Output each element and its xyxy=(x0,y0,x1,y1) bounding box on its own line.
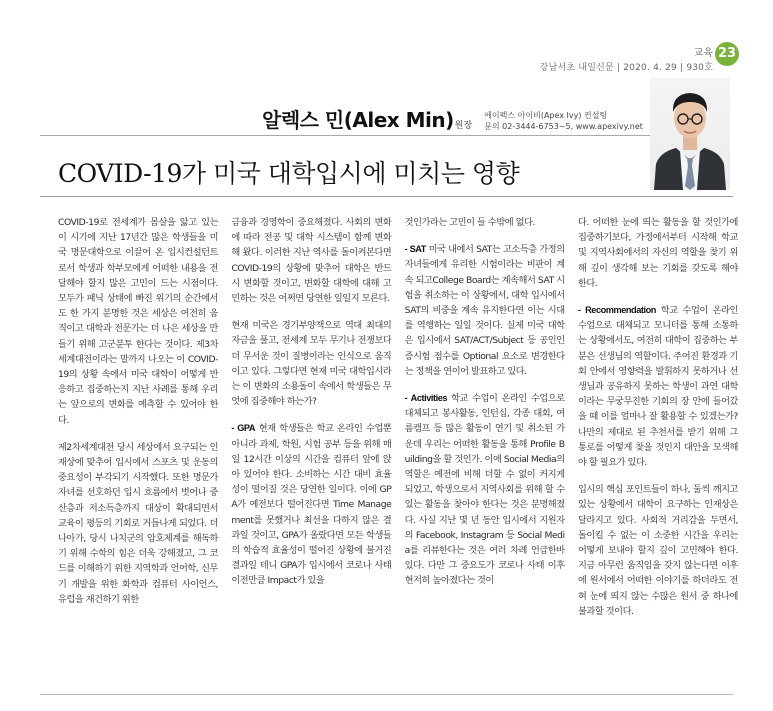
subhead-sat: - SAT xyxy=(404,244,426,255)
article-body xyxy=(58,215,738,631)
masthead xyxy=(540,44,713,73)
paragraph-text: 금융과 경영학이 중요해졌다. 사회의 변화에 따라 전공 및 대학 시스템이 함께 변화해 왔다. 이러한 지난 역사를 돌이켜본다면 COVID-19의 상황에 맞추어 대학은 반드시 변화할 것이고, 변화할 대학에 대해 고민하는 것은 어쩌면 당연한 일일지 모른다. xyxy=(231,217,392,305)
paragraph-text: 것인가라는 고민이 들 수밖에 없다. xyxy=(404,217,535,228)
author-portrait-illustration xyxy=(650,78,730,190)
author-portrait xyxy=(650,78,730,190)
paragraph-text: 다. 어떠한 눈에 띄는 활동을 할 것인가에 집중하기보다, 가정에서부터 시작해 학교 및 지역사회에서의 자신의 역할을 찾기 위해 깊이 생각해 보는 기회를 갖도록 해야 한다. xyxy=(577,217,738,289)
article-column xyxy=(58,215,218,631)
paragraph-text: 학교 수업이 온라인 수업으로 대체되고 봉사활동, 인턴십, 각종 대회, 여름캠프 등 많은 활동이 연기 및 취소된 가운데 우리는 어떠한 활동을 통해 Profile Building을 할 것인가. 이에 Social Media의 역할은 예전에 비해 더할 수 없이 커지게 되었고, 학생으로서 지역사회를 위해 할 수 있는 활동을 찾아야 한다는 것은 분명해졌다. 사실 지난 몇 년 동안 입시에서 지원자의 Facebook, Instagram 등 Social Media를 리뷰한다는 것은 여러 차례 언급한바 있다. 다만 그 중요도가 코로나 사태 이후 현저히 높아졌다는 것이 xyxy=(404,393,565,587)
section-name: 교육 xyxy=(693,48,713,59)
article-paragraph xyxy=(578,215,738,291)
article-column xyxy=(578,215,738,631)
subhead-gpa: - GPA xyxy=(231,423,256,434)
divider-rule xyxy=(40,196,733,197)
article-paragraph xyxy=(405,391,565,589)
paragraph-text: 제2차세계대전 당시 세상에서 요구되는 인재상에 맞추어 입시에서 스포츠 및 운동의 중요성이 부각되기 시작했다. 또한 명문가 자녀를 선호하던 입시 흐름에서 벗어나 중산층과 저소득층까지 대상이 확대되면서 교육이 평등의 기회로 거듭나게 되었다. 더 나아가, 당시 나치군의 암호체계를 해독하기 위해 수학의 힘은 더욱 강해졌고, 그 코드를 이해하기 위한 지역학과 언어학, 신무기 개발을 위한 화학과 컴퓨터 사이언스, 유럽을 재건하기 위한 xyxy=(58,441,218,605)
paragraph-text: 입시의 핵심 포인트들이 하나, 둘씩 깨지고 있는 상황에서 대학이 요구하는 인재상은 달라지고 있다. 사회적 거리감을 두면서, 돌이킬 수 없는 이 소중한 시간을 우리는 어떻게 보내야 할지 깊이 고민해야 한다. 지금 아무런 움직임을 갖지 않는다면 이후에 원서에서 어떠한 이야기를 하더라도 전혀 눈에 띄지 않는 수많은 원서 중 하나에 불과할 것이다. xyxy=(577,484,738,617)
author-title: 원장 xyxy=(454,121,473,131)
article-paragraph xyxy=(578,482,738,619)
article-column xyxy=(231,215,391,631)
issue-line: 강남서초 내일신문 | 2020. 4. 29 | 930호 xyxy=(539,63,713,73)
author-affiliation: 에이펙스 아이비(Apex Ivy) 컨설팅 xyxy=(484,111,608,120)
paragraph-text: 학교 수업이 온라인 수업으로 대체되고 모니터를 통해 소통하는 상황에서도, 여전히 대학이 집중하는 부분은 선생님의 역할이다. 주어진 환경과 기회 안에서 영향력을 발휘하지 못하거나 선생님과 공유하지 못하는 학생이 과연 대학이라는 무궁무진한 기회의 장 안에 들어갔을 때 이를 얼마나 잘 활용할 수 있겠는가? 나만의 제대로 된 추천서를 받기 위해 그 통로를 어떻게 찾을 것인지 대안을 모색해야 할 필요가 있다. xyxy=(577,305,738,469)
article-paragraph xyxy=(578,303,738,470)
divider-rule xyxy=(40,135,650,136)
article-paragraph xyxy=(58,440,218,607)
paragraph-text: 현재 미국은 경기부양책으로 역대 최대의 자금을 풀고, 전세계 모두 무기나 전쟁보다 더 무서운 것이 질병이라는 인식으로 움직이고 있다. 그렇다면 현재 미국 대학입시라는 이 변화의 소용돌이 속에서 학생들은 무엇에 집중해야 하는가? xyxy=(231,320,392,408)
author-affiliation-block xyxy=(484,110,643,132)
page-number-badge: 23 xyxy=(715,42,739,66)
divider-rule xyxy=(40,694,733,695)
article-paragraph xyxy=(58,215,218,428)
headline: COVID-19가 미국 대학입시에 미치는 영향 xyxy=(58,159,520,188)
paragraph-text: 현재 학생들은 학교 온라인 수업뿐 아니라 과제, 학원, 시험 공부 등을 위해 매일 12시간 이상의 시간을 컴퓨터 앞에 앉아 있어야 한다. 소비하는 시간 대비 효율성이 떨어질 것은 당연한 일이다. 이에 GPA가 예전보다 떨어진다면 Time Management를 못했거나 최선을 다하지 않은 결과일 것이고, GPA가 올랐다면 모든 학생들의 학습적 효율성이 떨어진 상황에 불거진 결과일 테니 GPA가 입시에서 코로나 사태 이전만큼 Impact가 있을 xyxy=(231,423,392,587)
article-paragraph xyxy=(405,215,565,230)
article-column xyxy=(405,215,565,631)
subhead-recommendation: - Recommendation xyxy=(577,305,656,316)
article-paragraph xyxy=(405,242,565,379)
article-paragraph xyxy=(231,421,391,588)
paragraph-text: COVID-19로 전세계가 몸살을 앓고 있는 이 시기에 지난 17년간 많은 학생들을 미국 명문대학으로 이끌어 온 입시컨설턴트로서 학생과 학부모에게 어떠한 내용을 전달해야 할지 많은 고민이 드는 시점이다. 모두가 패닉 상태에 빠진 위기의 순간에서도 한 가지 분명한 것은 세상은 여전히 움직이고 대학과 전문가는 더 나은 세상을 만들기 위해 고군분투 한다는 것이다. 제3차 세계대전이라는 말까지 나오는 이 COVID-19의 상황 속에서 미국 대학이 어떻게 반응하고 집중하는지 지난 사례를 통해 우리는 앞으로의 변화를 예측할 수 있어야 한다. xyxy=(58,217,218,426)
article-paragraph xyxy=(231,318,391,409)
author-contact: 문의 02-3444-6753~5, www.apexivy.net xyxy=(484,122,643,131)
subhead-activities: - Activities xyxy=(404,393,448,404)
paragraph-text: 미국 내에서 SAT는 고소득층 가정의 자녀들에게 유리한 시험이라는 비판이 계속 되고College Board는 계속해서 SAT 시험을 취소하는 이 상황에서, 대학 입시에서 SAT의 비중을 계속 유지한다면 이는 시대를 역행하는 일일 것이다. 실제 미국 대학은 입시에서 SAT/ACT/Subject 등 공인인증시험 점수를 Optional 요소로 변경한다는 정책을 연이어 발표하고 있다. xyxy=(404,244,565,377)
byline xyxy=(262,104,643,133)
author-name: 알렉스 민(Alex Min) xyxy=(262,108,454,132)
article-paragraph xyxy=(231,215,391,306)
